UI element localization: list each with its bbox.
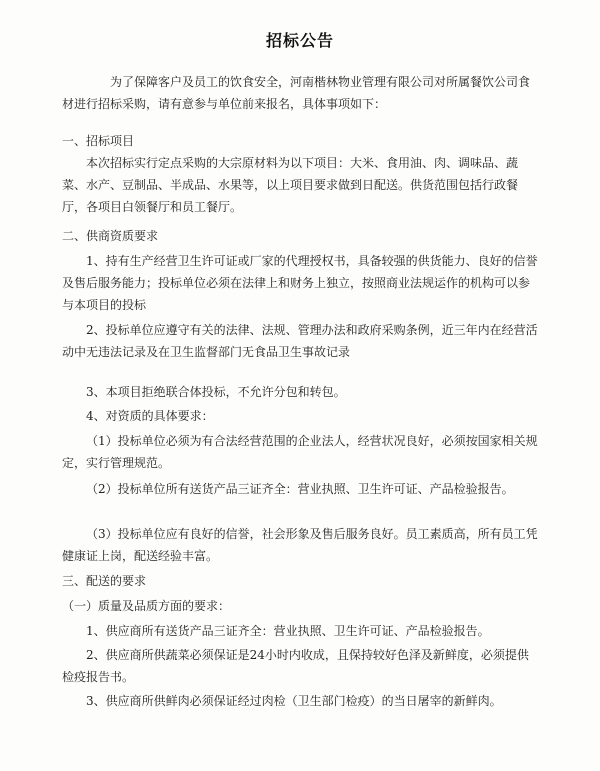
qualification-sub-2: （2）投标单位所有送货产品三证齐全：营业执照、卫生许可证、产品检验报告。 [86, 482, 514, 496]
intro-paragraph: 为了保障客户及员工的饮食安全，河南楷林物业管理有限公司对所属餐饮公司食材进行招标采购，请有意参与单位前来报名，具体事项如下： [62, 75, 531, 111]
qualification-item-4: 4、对资质的具体要求： [86, 409, 214, 423]
delivery-item-2: 2、供应商所供蔬菜必须保证是24小时内收成，且保持较好色泽及新鲜度，必须提供检疫报告书。 [62, 648, 529, 684]
delivery-subheading-quality: （一）质量及品质方面的要求： [62, 599, 231, 613]
delivery-item-3: 3、供应商所供鲜肉必须保证经过肉检（卫生部门检疫）的当日屠宰的新鲜肉。 [86, 694, 502, 708]
section-heading-bidding-items: 一、招标项目 [62, 134, 135, 148]
section-heading-delivery-requirements: 三、配送的要求 [62, 574, 147, 588]
bidding-items-paragraph: 本次招标实行定点采购的大宗原材料为以下项目：大米、食用油、肉、调味品、蔬菜、水产、豆制品、半成品、水果等，以上项目要求做到日配送。供货范围包括行政餐厅，各项目白领餐厅和员工餐厅。 [62, 156, 519, 214]
qualification-item-3: 3、本项目拒绝联合体投标，不允许分包和转包。 [86, 385, 346, 399]
delivery-item-1: 1、供应商所有送货产品三证齐全：营业执照、卫生许可证、产品检验报告。 [86, 624, 490, 638]
qualification-sub-3: （3）投标单位应有良好的信誉，社会形象及售后服务良好。员工素质高，所有员工凭健康证上岗，配送经验丰富。 [62, 527, 538, 563]
qualification-item-1: 1、持有生产经营卫生许可证或厂家的代理授权书，具备较强的供货能力、良好的信誉及售后服务能力；投标单位必须在法律上和财务上独立，按照商业法规运作的机构可以参与本项目的投标 [62, 254, 538, 312]
qualification-item-2: 2、投标单位应遵守有关的法律、法规、管理办法和政府采购条例，近三年内在经营活动中无违法记录及在卫生监督部门无食品卫生事故记录 [62, 323, 538, 359]
document-title: 招标公告 [265, 31, 334, 50]
section-heading-supplier-qualification: 二、供商资质要求 [62, 229, 159, 243]
qualification-sub-1: （1）投标单位必须为有合法经营范围的企业法人，经营状况良好，必须按国家相关规定，实行管理规范。 [62, 434, 538, 470]
